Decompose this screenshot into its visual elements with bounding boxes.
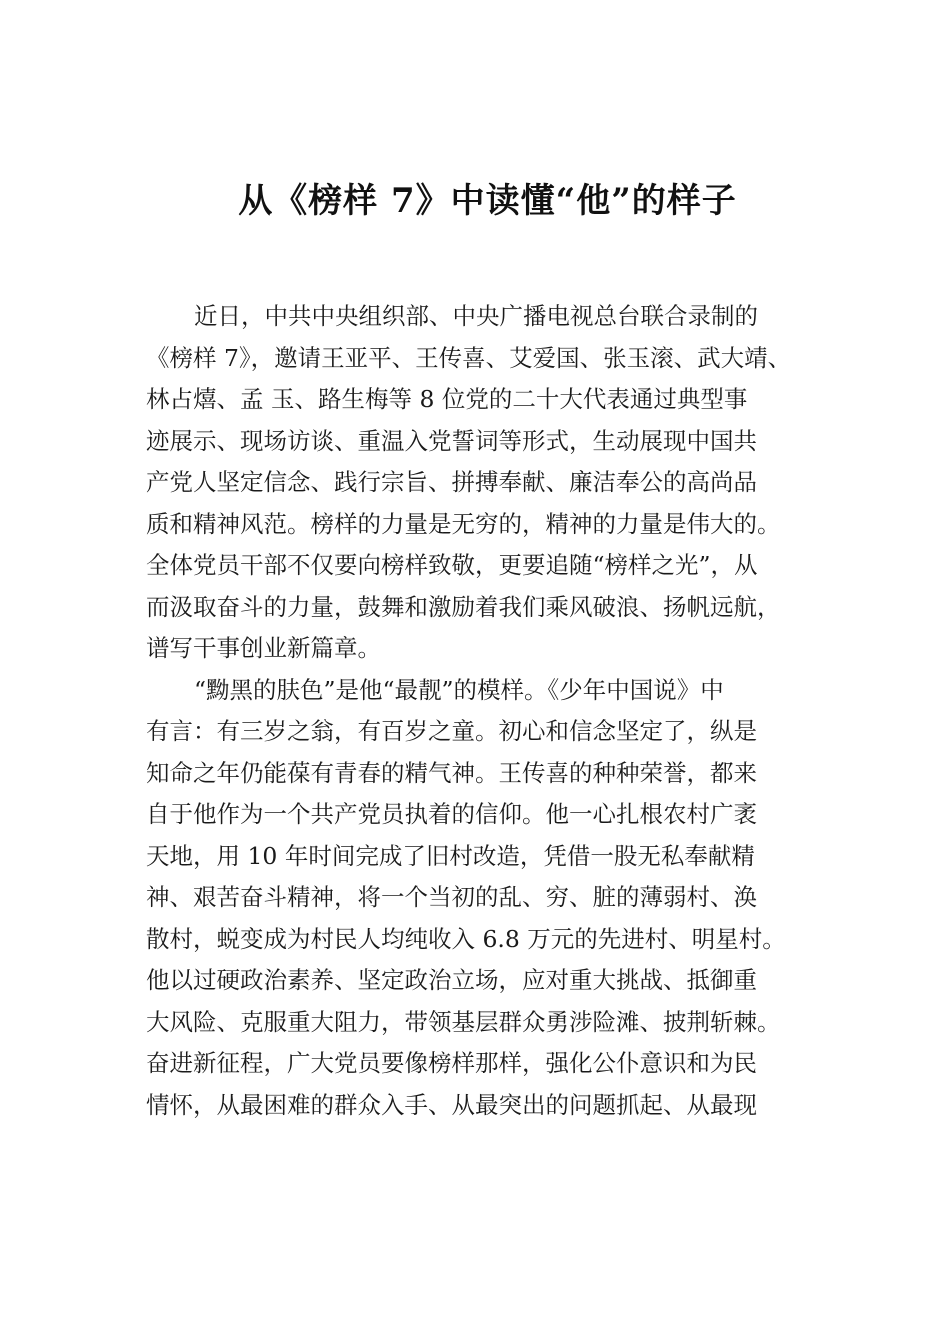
paragraph-1-line-6: 质和精神风范。榜样的力量是无穷的，精神的力量是伟大的。 <box>146 509 781 538</box>
paragraph-2-line-10: 奋进新征程，广大党员要像榜样那样，强化公仆意识和为民 <box>146 1049 757 1077</box>
article-body <box>146 296 811 1126</box>
paragraph-1-line-4: 迹展示、现场访谈、重温入党誓词等形式，生动展现中国共 <box>146 426 757 455</box>
paragraph-1-line-1: 近日，中共中央组织部、中央广播电视总台联合录制的 <box>194 302 758 330</box>
paragraph-2-line-9: 大风险、克服重大阻力，带领基层群众勇涉险滩、披荆斩棘。 <box>146 1007 781 1036</box>
paragraph-1-line-8: 而汲取奋斗的力量，鼓舞和激励着我们乘风破浪、扬帆远航， <box>146 592 781 621</box>
paragraph-2-line-3: 知命之年仍能葆有青春的精气神。王传喜的种种荣誉，都来 <box>146 758 757 787</box>
paragraph-2-line-5: 天地，用 10 年时间完成了旧村改造，凭借一股无私奉献精 <box>146 841 755 870</box>
paragraph-2-line-6: 神、艰苦奋斗精神，将一个当初的乱、穷、脏的薄弱村、涣 <box>146 883 757 911</box>
paragraph-1-line-3: 林占熺、孟 玉、路生梅等 8 位党的二十大代表通过典型事 <box>146 385 748 413</box>
paragraph-2-line-11: 情怀，从最困难的群众入手、从最突出的问题抓起、从最现 <box>146 1090 757 1119</box>
paragraph-1-line-5: 产党人坚定信念、践行宗旨、拼搏奉献、廉洁奉公的高尚品 <box>146 468 757 496</box>
paragraph-1-line-2: 《榜样 7》，邀请王亚平、王传喜、艾爱国、张玉滚、武大靖、 <box>146 343 792 372</box>
paragraph-2-line-7: 散村，蜕变成为村民人均纯收入 6.8 万元的先进村、明星村。 <box>146 924 786 953</box>
paragraph-1-line-9: 谱写干事创业新篇章。 <box>146 634 381 662</box>
paragraph-2-line-4: 自于他作为一个共产党员执着的信仰。他一心扎根农村广袤 <box>146 800 757 828</box>
paragraph-2-line-8: 他以过硬政治素养、坚定政治立场，应对重大挑战、抵御重 <box>146 966 757 994</box>
paragraph-1-line-7: 全体党员干部不仅要向榜样致敬，更要追随“榜样之光”，从 <box>146 551 758 579</box>
paragraph-2-line-2: 有言：有三岁之翁，有百岁之童。初心和信念坚定了，纵是 <box>146 717 757 745</box>
paragraph-2-line-1: “黝黑的肤色”是他“最靓”的模样。《少年中国说》中 <box>194 675 724 704</box>
article-title: 从《榜样 7》中读懂“他”的样子 <box>238 181 737 221</box>
